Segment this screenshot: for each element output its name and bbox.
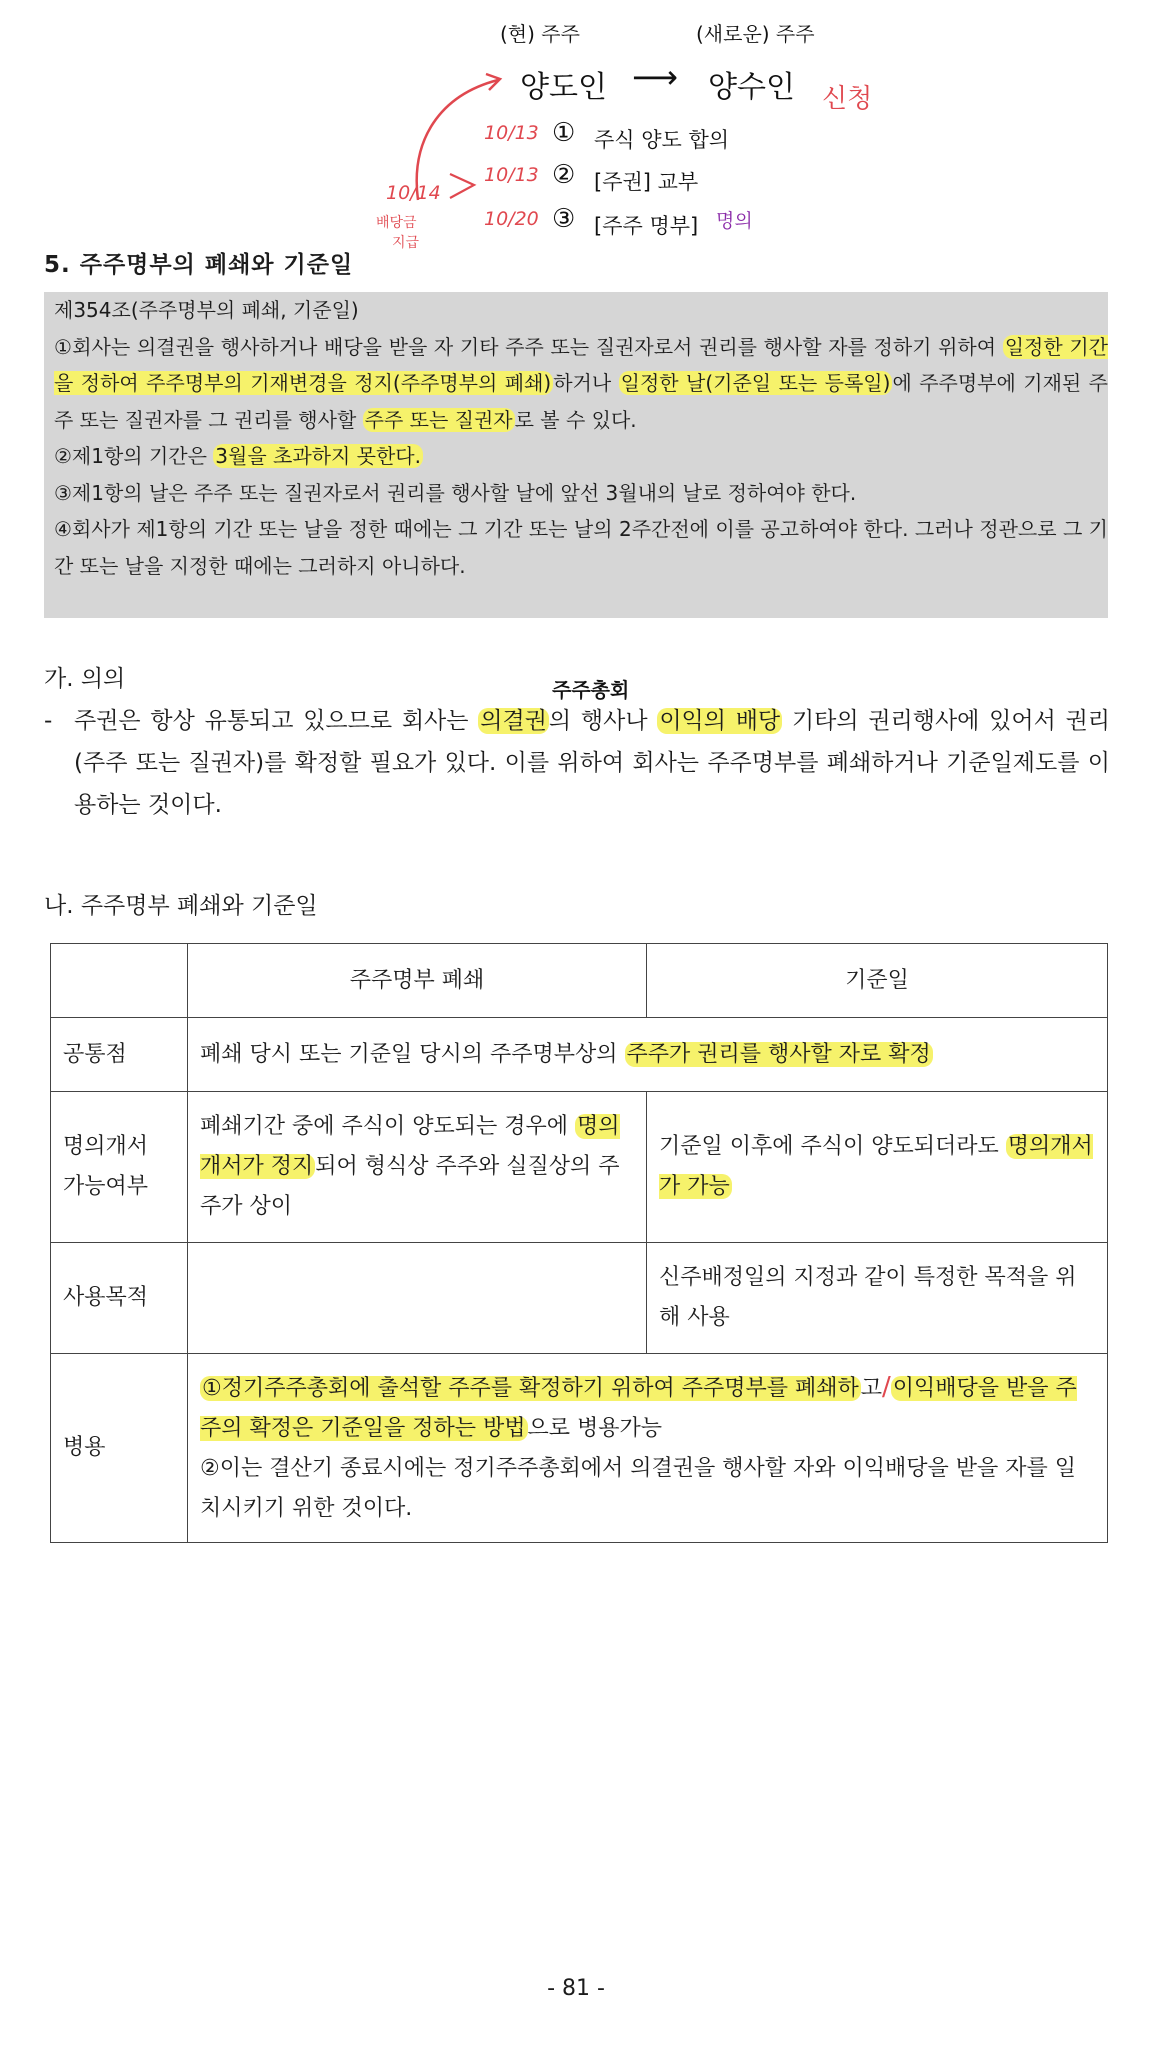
dividend-note-1: 배당금	[376, 215, 417, 231]
bullet-dash: -	[44, 708, 53, 734]
statute-box	[44, 292, 1108, 618]
highlight: 3월을 초과하지 못한다.	[215, 444, 421, 468]
slash-mark-icon: /	[882, 1372, 891, 1402]
statute-paragraph-2: ②제1항의 기간은 3월을 초과하지 못한다.	[54, 444, 421, 468]
row-label-combined: 병용	[51, 1354, 188, 1543]
step-1-number: ①	[552, 118, 576, 148]
statute-paragraph-1: ①회사는 의결권을 행사하거나 배당을 받을 자 기타 주주 또는 질권자로서 권리를 행사할 자를 정하기 위하여 일정한 기간을 정하여 주주명부의 기재변경을 정지(주주명부의 폐쇄) 하거나 일정한 날(기준일 또는 등록일) 에 주주명부에 기재된 주주 또는 질권자를 그 권리를 행사할 주주 또는 질권자 로 볼 수 있다.	[54, 334, 1108, 432]
closure-transfer-cell: 폐쇄기간 중에 주식이 양도되는 경우에 명의개서가 정지되어 형식상 주주와 실질상의 주주가 상이	[188, 1092, 647, 1243]
row-label-purpose: 사용목적	[51, 1243, 188, 1354]
row-label-transfer: 명의개서 가능여부	[51, 1092, 188, 1243]
row-label-common: 공통점	[51, 1018, 188, 1092]
step-2-date: 10/13	[484, 164, 539, 186]
new-shareholder-note: (새로운) 주주	[696, 22, 815, 46]
highlight: 이익의 배당	[659, 708, 781, 734]
table-row	[51, 1092, 1108, 1243]
handwritten-note: 주주총회	[552, 678, 630, 702]
statute-paragraph-3: ③제1항의 날은 주주 또는 질권자로서 권리를 행사할 날에 앞선 3월내의 날로 정하여야 한다.	[54, 480, 857, 505]
dividend-date: 10/14	[386, 182, 441, 204]
step-3-date: 10/20	[484, 208, 539, 230]
record-purpose-cell: 신주배정일의 지정과 같이 특정한 목적을 위해 사용	[647, 1243, 1108, 1354]
highlight: 의결권	[480, 708, 547, 734]
closure-purpose-cell	[188, 1243, 647, 1354]
column-header-record-date: 기준일	[647, 944, 1108, 1018]
step-2-text: [주권] 교부	[594, 170, 699, 194]
highlight: 주주가 권리를 행사할 자로 확정	[626, 1041, 931, 1067]
current-shareholder-note: (현) 주주	[500, 22, 580, 46]
dividend-note-2: 지급	[392, 235, 420, 251]
arrow-icon: ⟶	[632, 58, 678, 96]
transferee-note: 양수인	[708, 70, 795, 105]
statute-title: 제354조(주주명부의 폐쇄, 기준일)	[54, 298, 359, 322]
common-cell: 폐쇄 당시 또는 기준일 당시의 주주명부상의 주주가 권리를 행사할 자로 확정	[188, 1018, 1108, 1092]
record-transfer-cell: 기준일 이후에 주식이 양도되더라도 명의개서가 가능	[647, 1092, 1108, 1243]
step-1-text: 주식 양도 합의	[594, 128, 730, 152]
highlight: 주주 또는 질권자	[364, 407, 513, 432]
step-3-number: ③	[552, 204, 576, 234]
highlight: 이익배당을 받을 주주의 확정은 기준일을 정하는 방법	[200, 1376, 1077, 1441]
highlight: 명의개서가 정지	[200, 1114, 620, 1179]
handwritten-annotation	[0, 0, 1152, 250]
table-row	[51, 1243, 1108, 1354]
section-title: 5. 주주명부의 폐쇄와 기준일	[44, 252, 354, 278]
meaning-paragraph: - 주권은 항상 유통되고 있으므로 회사는 의결권의 행사나 이익의 배당 기타의 권리행사에 있어서 권리(주주 또는 질권자)를 확정할 필요가 있다. 이를 위하여 회사는 주주명부를 폐쇄하거나 기준일제도를 이용하는 것이다.	[44, 700, 1110, 826]
step-3-note: 명의	[716, 210, 753, 232]
transferor-note: 양도인	[520, 70, 607, 105]
comparison-table	[50, 943, 1108, 1543]
highlight: 일정한 날(기준일 또는 등록일)	[620, 371, 891, 395]
combined-line-2: ②이는 결산기 종료시에는 정기주주총회에서 의결권을 행사할 자와 이익배당을 받을 자를 일치시키기 위한 것이다.	[200, 1456, 1076, 1521]
table-header-row	[51, 944, 1108, 1018]
highlight: ①정기주주총회에 출석할 주주를 확정하기 위하여 주주명부를 폐쇄하	[202, 1376, 859, 1401]
meaning-heading: 가. 의의	[44, 666, 126, 692]
bracket-arrow-icon	[450, 174, 474, 198]
step-1-date: 10/13	[484, 122, 539, 144]
table-row	[51, 1018, 1108, 1092]
step-3-text: [주주 명부]	[594, 214, 699, 238]
combined-cell: ①정기주주총회에 출석할 주주를 확정하기 위하여 주주명부를 폐쇄하고/이익배당을 받을 주주의 확정은 기준일을 정하는 방법으로 병용가능 ②이는 결산기 종료시에는 정기주주총회에서 의결권을 행사할 자와 이익배당을 받을 자를 일치시키기 위한 것이다.	[188, 1354, 1108, 1543]
page-number: - 81 -	[547, 1976, 605, 2001]
highlight: 일정한 기간을 정하여 주주명부의 기재변경을 정지(주주명부의 폐쇄)	[54, 334, 1108, 395]
table-row	[51, 1354, 1108, 1543]
statute-paragraph-4: ④회사가 제1항의 기간 또는 날을 정한 때에는 그 기간 또는 날의 2주간전에 이를 공고하여야 한다. 그러나 정관으로 그 기간 또는 날을 지정한 때에는 그러하지 아니하다.	[54, 517, 1108, 578]
comparison-heading: 나. 주주명부 폐쇄와 기준일	[44, 893, 318, 919]
request-note: 신청	[822, 84, 873, 114]
column-header-closure: 주주명부 폐쇄	[188, 944, 647, 1018]
highlight: 명의개서가 가능	[659, 1134, 1093, 1199]
step-2-number: ②	[552, 160, 576, 190]
